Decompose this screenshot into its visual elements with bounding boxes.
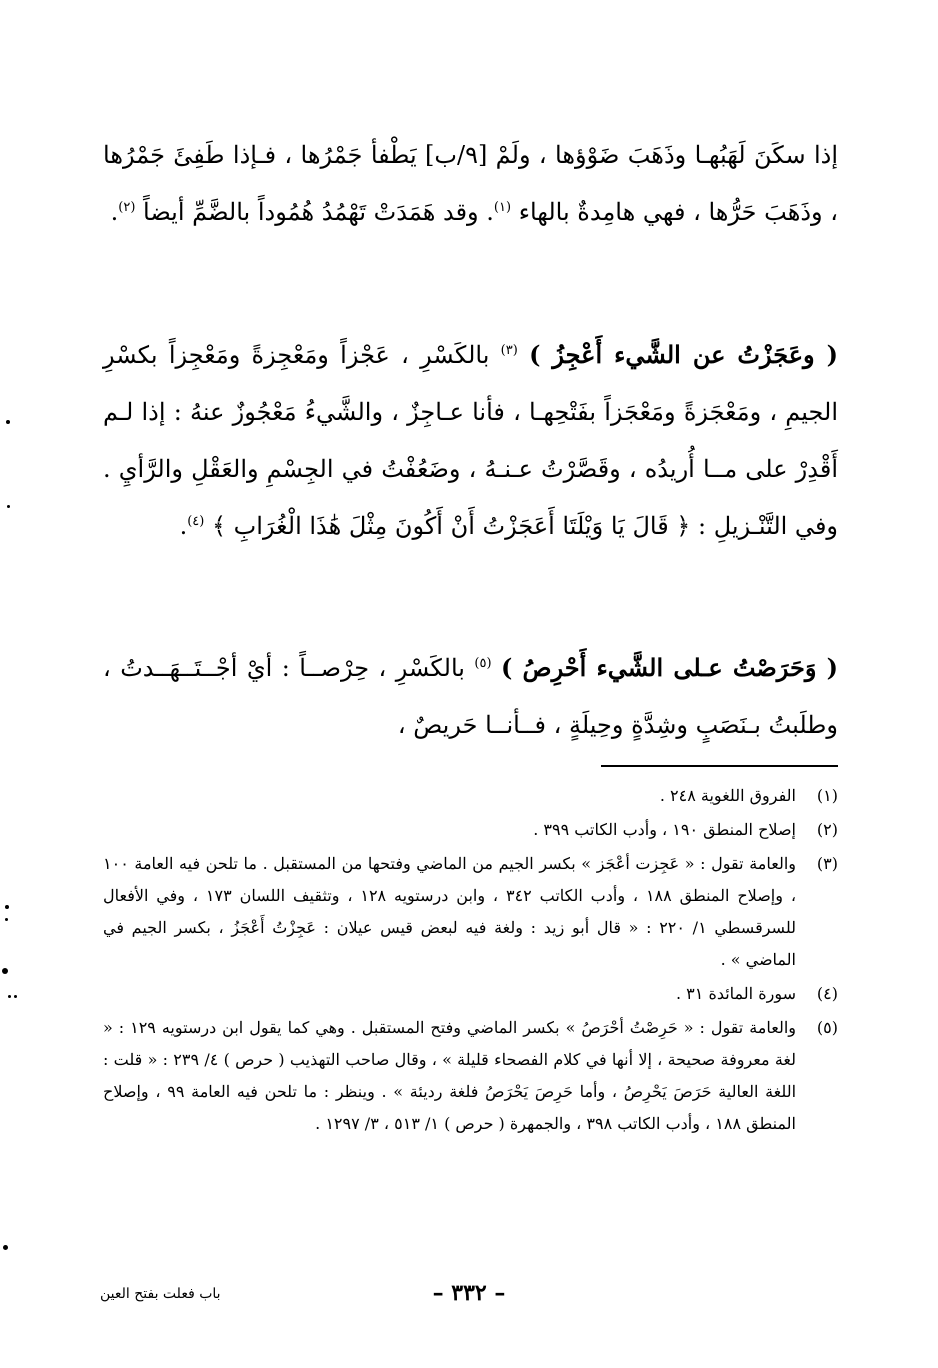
footnote-item	[103, 978, 838, 1010]
footnote-number: (٤)	[816, 984, 838, 1003]
paragraph-ajaztu	[103, 326, 838, 555]
footnote-text: والعامة تقول : « عَجِزت أعْجَز » بكسر الجيم من الماضي وفتحها من المستقبل . ما تلحن فيه العامة ١٠٠ ، وإصلاح المنطق ١٨٨ ، وأدب الكاتب ٣٤٢ ، وابن درستويه ١٢٨ ، وتثقيف اللسان ١٧٣ ، وفي الأفعال للسرقسطي ١/ ٢٢٠ : « قال أبو زيد : ولغة فيه لبعض قيس عيلان : عَجِزْتُ أَعْجَزُ ، بكسر الجيم في الماضي » .	[103, 854, 797, 969]
footnote-number: (٢)	[816, 820, 838, 839]
footnote-separator	[601, 765, 838, 767]
footnote-text: الفروق اللغوية ٢٤٨ .	[659, 786, 796, 805]
footnote-ref: (٣)	[500, 343, 518, 358]
entry-headword: ( وَحَرَصْتُ عـلى الشَّيء أَحْرِصُ )	[501, 653, 838, 682]
page-footer	[100, 1280, 838, 1310]
footnote-ref: (١)	[493, 200, 512, 215]
footnote-number: (٥)	[816, 1018, 838, 1037]
paragraph-text: بالكَسْرِ ، عَجْزاً ومَعْجِزةً ومَعْجِزاً بكسْرِ الجيمِ ، ومَعْجَزةً ومَعْجَزاً بفَتْحِهـا ، فأنا عـاجِزٌ ، والشَّيءُ مَعْجُوزٌ عنهُ : إذا لـم أَقْدِرْ على مــا أُريدُه ، وقَصَّرْتُ عـنـهُ ، وضَعُفْتُ في الجِسْمِ والعَقْلِ والرَّأيِ . وفي التَّنْـزيلِ : ﴿ قَالَ يَا وَيْلَتَا أَعَجَزْتُ أَنْ أَكُونَ مِثْلَ هَٰذَا الْغُرَابِ ﴾	[103, 341, 838, 540]
footnote-number: (٣)	[816, 854, 838, 873]
footnotes	[103, 780, 838, 1142]
entry-headword: ( وعَجَزْتُ عن الشَّيء أَعْجِزُ )	[529, 340, 838, 369]
scan-speck	[2, 968, 8, 974]
footnote-item	[103, 814, 838, 846]
paragraph-text: . وقد هَمَدَتْ تَهْمُدُ هُمُوداً بالضَّمِّ أيضاً	[143, 198, 494, 226]
footnote-item	[103, 848, 838, 976]
footnote-ref: (٢)	[118, 200, 136, 215]
footnote-text: والعامة تقول : « حَرِصْتُ أحْرَصُ » بكسر الماضي وفتح المستقبل . وهي كما يقول ابن درستويه ١٢٩ : « لغة معروفة صحيحة ، إلا أنها في كلام الفصحاء قليلة » ، وقال صاحب التهذيب ( حرص ) ٤/ ٢٣٩ : « قلت : اللغة العالية حَرَصَ يَحْرِصُ ، وأما حَرِصَ يَحْرَصُ فلغة رديئة » . وينظر : ما تلحن فيه العامة ٩٩ ، وإصلاح المنطق ١٨٨ ، وأدب الكاتب ٣٩٨ ، والجمهرة ( حرص ) ١/ ٥١٣ ، ٣/ ١٢٩٧ .	[103, 1018, 797, 1133]
footnote-text: إصلاح المنطق ١٩٠ ، وأدب الكاتب ٣٩٩ .	[533, 820, 796, 839]
scan-speck	[7, 505, 10, 508]
paragraph-text: .	[179, 512, 188, 540]
footnote-ref: (٥)	[474, 656, 492, 671]
scan-speck	[5, 918, 8, 921]
footnote-item	[103, 780, 838, 812]
scan-speck	[3, 1245, 8, 1250]
scan-speck	[6, 420, 10, 424]
scan-speck	[8, 995, 11, 998]
page-number: – ٣٣٢ –	[432, 1280, 506, 1306]
running-head: باب فعلت بفتح العين	[100, 1286, 221, 1302]
scan-speck	[5, 905, 9, 909]
footnote-text: سورة المائدة ٣١ .	[676, 984, 796, 1003]
paragraph-hamada	[103, 127, 838, 241]
footnote-item	[103, 1012, 838, 1140]
footnote-ref: (٤)	[187, 514, 205, 529]
paragraph-text: إذا سكَنَ لَهَبُهـا وذَهَبَ ضَوْؤها ، ولَمْ [٩/ب] يَطْفأ جَمْرُها ، فـإذا طَفِئَ جَمْرُها ، وذَهَبَ حَرُّها ، فهي هامِدةٌ بالهاء	[103, 141, 838, 226]
footnote-number: (١)	[816, 786, 838, 805]
scan-speck	[14, 995, 17, 998]
paragraph-text: .	[110, 198, 119, 226]
paragraph-text: بالكَسْرِ ، حِرْصــاً : أيْ أجْــتَــهَــدتُ ، وطلَبتُ بـنَصَبٍ وشِدَّةٍ وحِيلَةٍ ، فــأنــا حَريصٌ ،	[103, 654, 838, 739]
paragraph-harastu	[103, 639, 838, 754]
